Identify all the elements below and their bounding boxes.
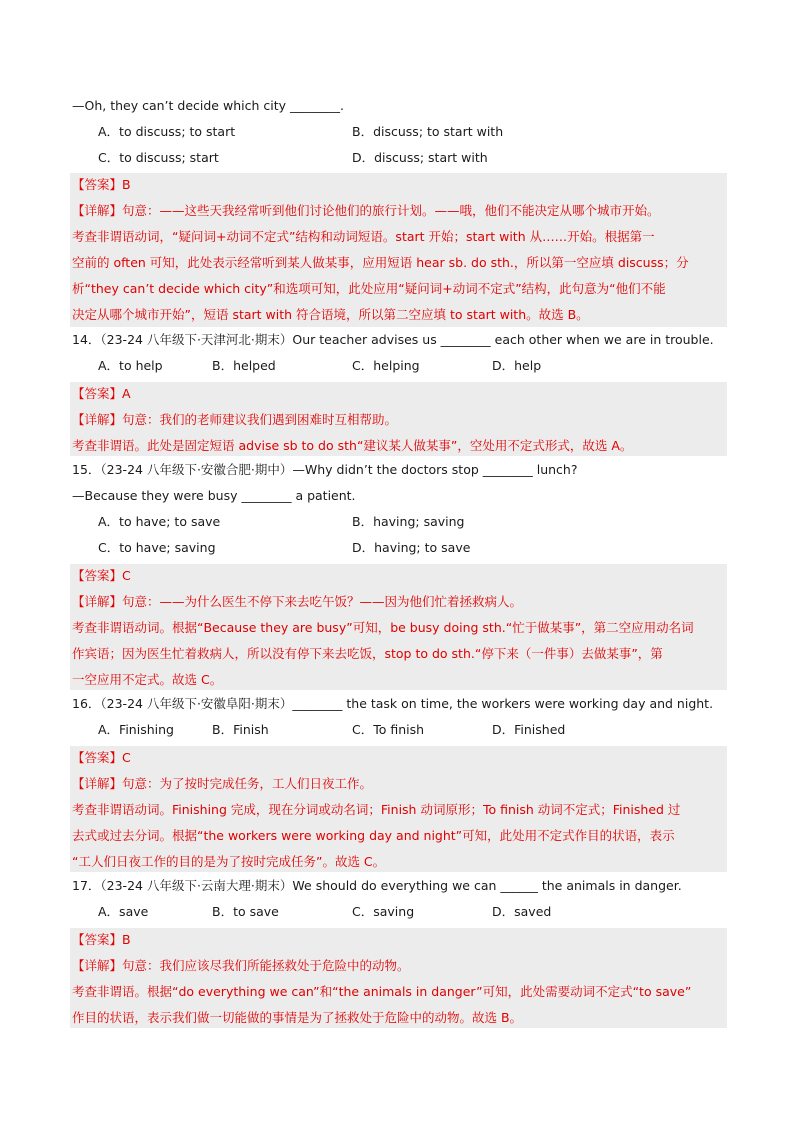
q17-explain-line: 考查非谓语。根据“do everything we can”和“the animals in danger”可知，此处需要动词不定式“to save” xyxy=(72,984,692,999)
q13-answer: 【答案】B xyxy=(72,177,131,192)
q13-explain-line: 考查非谓语动词，“疑问词+动词不定式”结构和动词短语。start 开始；start with 从……开始。根据第一 xyxy=(72,229,655,244)
q13-answer-block xyxy=(70,173,727,327)
q17-option-b: B．to save xyxy=(212,904,279,919)
q16-explain-line: 考查非谓语动词。Finishing 完成，现在分词或动名词；Finish 动词原形；To finish 动词不定式；Finished 过 xyxy=(72,802,681,817)
question-17-stem: 17．（23-24 八年级下·云南大理·期末）We should do everything we can ______ the animals in danger. xyxy=(72,878,682,893)
q14-explain-line: 【详解】句意：我们的老师建议我们遇到困难时互相帮助。 xyxy=(72,412,398,427)
q14-option-d: D．help xyxy=(492,358,542,373)
question-15-stem-2: —Because they were busy ________ a patient. xyxy=(72,488,356,503)
q17-option-c: C．saving xyxy=(352,904,415,919)
q16-explain-line: 【详解】句意：为了按时完成任务，工人们日夜工作。 xyxy=(72,776,373,791)
q16-option-a: A．Finishing xyxy=(98,722,174,737)
question-16-stem: 16．（23-24 八年级下·安徽阜阳·期末）________ the task on time, the workers were working day and night. xyxy=(72,696,714,711)
q17-answer-block xyxy=(70,928,727,1028)
question-13-stem: —Oh, they can’t decide which city ________. xyxy=(72,98,344,113)
q14-option-b: B．helped xyxy=(212,358,276,373)
q16-answer: 【答案】C xyxy=(72,750,131,765)
q15-explain-line: 考查非谓语动词。根据“Because they are busy”可知，be busy doing sth.“忙于做某事”，第二空应用动名词 xyxy=(72,620,694,635)
q15-answer-block xyxy=(70,564,727,690)
q17-answer: 【答案】B xyxy=(72,932,131,947)
q16-option-b: B．Finish xyxy=(212,722,269,737)
q15-explain-line: 作宾语；因为医生忙着救病人，所以没有停下来去吃饭，stop to do sth.“停下来（一件事）去做某事”，第 xyxy=(72,646,663,661)
q13-option-a: A．to discuss; to start xyxy=(98,124,236,139)
q13-explain-line: 空前的 often 可知，此处表示经常听到某人做某事，应用短语 hear sb. do sth.，所以第一空应填 discuss；分 xyxy=(72,255,689,270)
q15-option-a: A．to have; to save xyxy=(98,514,221,529)
q15-option-d: D．having; to save xyxy=(352,540,471,555)
q14-explain-line: 考查非谓语。此处是固定短语 advise sb to do sth“建议某人做某事”，空处用不定式形式，故选 A。 xyxy=(72,438,633,453)
q17-explain-line: 作目的状语，表示我们做一切能做的事情是为了拯救处于危险中的动物。故选 B。 xyxy=(72,1010,523,1025)
q17-option-a: A．save xyxy=(98,904,149,919)
q13-option-c: C．to discuss; start xyxy=(98,150,219,165)
q16-explain-line: “工人们日夜工作的目的是为了按时完成任务”。故选 C。 xyxy=(72,854,386,869)
q13-explain-line: 【详解】句意：——这些天我经常听到他们讨论他们的旅行计划。——哦，他们不能决定从哪个城市开始。 xyxy=(72,203,660,218)
q16-answer-block xyxy=(70,746,727,872)
q14-option-a: A．to help xyxy=(98,358,163,373)
q13-explain-line: 析“they can’t decide which city”和选项可知，此处应用“疑问词+动词不定式”结构，此句意为“他们不能 xyxy=(72,281,666,296)
q15-answer: 【答案】C xyxy=(72,568,131,583)
question-15-stem: 15．（23-24 八年级下·安徽合肥·期中）—Why didn’t the doctors stop ________ lunch? xyxy=(72,462,578,477)
q14-answer-block xyxy=(70,382,727,456)
q13-explain-line: 决定从哪个城市开始”，短语 start with 符合语境，所以第二空应填 to start with。故选 B。 xyxy=(72,307,589,322)
question-14-stem: 14．（23-24 八年级下·天津河北·期末）Our teacher advises us ________ each other when we are in trouble. xyxy=(72,332,714,347)
q13-option-d: D．discuss; start with xyxy=(352,150,488,165)
q16-option-d: D．Finished xyxy=(492,722,566,737)
q15-option-b: B．having; saving xyxy=(352,514,465,529)
q14-answer: 【答案】A xyxy=(72,386,131,401)
q15-explain-line: 一空应用不定式。故选 C。 xyxy=(72,672,223,687)
q17-explain-line: 【详解】句意：我们应该尽我们所能拯救处于危险中的动物。 xyxy=(72,958,410,973)
q14-option-c: C．helping xyxy=(352,358,420,373)
q15-option-c: C．to have; saving xyxy=(98,540,216,555)
q15-explain-line: 【详解】句意：——为什么医生不停下来去吃午饭？——因为他们忙着拯救病人。 xyxy=(72,594,523,609)
q16-explain-line: 去式或过去分词。根据“the workers were working day and night”可知，此处用不定式作目的状语，表示 xyxy=(72,828,675,843)
q13-option-b: B．discuss; to start with xyxy=(352,124,504,139)
q16-option-c: C．To finish xyxy=(352,722,425,737)
q17-option-d: D．saved xyxy=(492,904,552,919)
